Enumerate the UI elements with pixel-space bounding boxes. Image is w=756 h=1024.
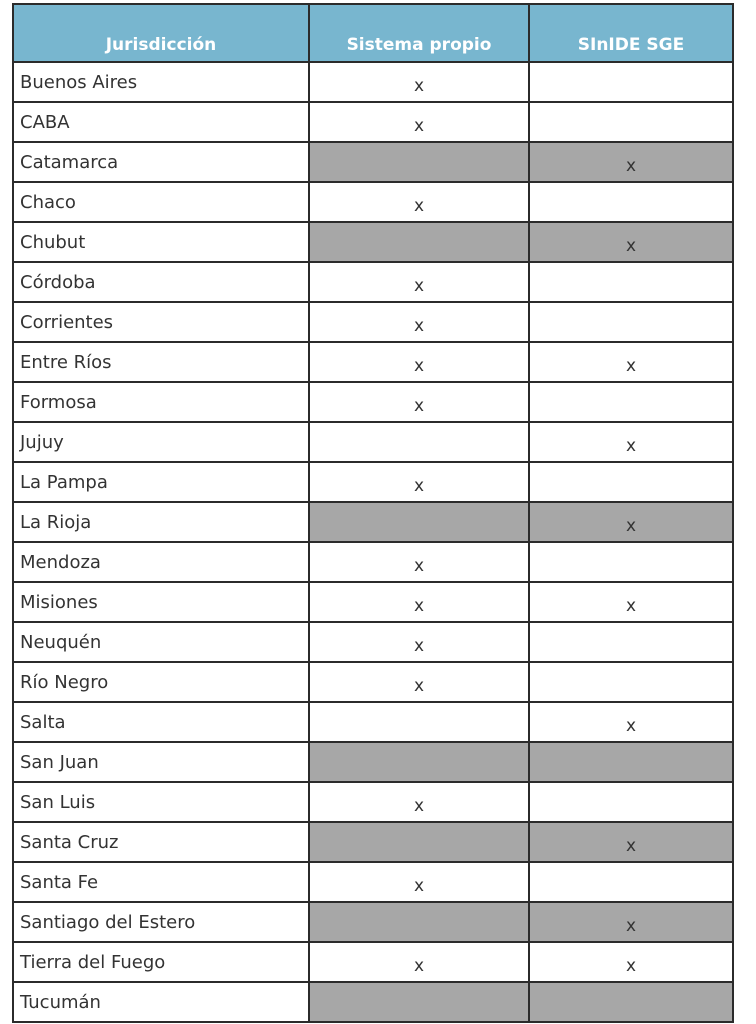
- sinide-sge-cell: x: [529, 222, 733, 262]
- cut-off-footer-text: [12, 1017, 732, 1024]
- jurisdiction-table-container: [12, 3, 732, 1023]
- table-row: [13, 182, 733, 222]
- table-row: [13, 382, 733, 422]
- sistema-propio-cell: x: [309, 462, 529, 502]
- sistema-propio-cell: x: [309, 182, 529, 222]
- sinide-sge-cell: [529, 622, 733, 662]
- sinide-sge-cell: x: [529, 942, 733, 982]
- jurisdiction-name-cell: San Luis: [13, 782, 309, 822]
- sistema-propio-cell: [309, 222, 529, 262]
- jurisdiction-name-cell: CABA: [13, 102, 309, 142]
- jurisdiction-name-cell: Tierra del Fuego: [13, 942, 309, 982]
- sistema-propio-cell: [309, 502, 529, 542]
- jurisdiction-name-cell: Salta: [13, 702, 309, 742]
- sinide-sge-cell: x: [529, 822, 733, 862]
- table-row: [13, 262, 733, 302]
- jurisdiction-name-cell: San Juan: [13, 742, 309, 782]
- sistema-propio-cell: x: [309, 622, 529, 662]
- sinide-sge-cell: [529, 62, 733, 102]
- sistema-propio-cell: [309, 822, 529, 862]
- sistema-propio-cell: x: [309, 782, 529, 822]
- jurisdiction-name-cell: Tucumán: [13, 982, 309, 1022]
- sinide-sge-cell: x: [529, 142, 733, 182]
- sistema-propio-cell: [309, 982, 529, 1022]
- jurisdiction-name-cell: Neuquén: [13, 622, 309, 662]
- sistema-propio-cell: x: [309, 382, 529, 422]
- table-row: [13, 662, 733, 702]
- header-sistema-propio: Sistema propio: [309, 4, 529, 62]
- table-row: [13, 982, 733, 1022]
- table-row: [13, 462, 733, 502]
- table-row: [13, 622, 733, 662]
- jurisdiction-name-cell: Jujuy: [13, 422, 309, 462]
- sinide-sge-cell: [529, 462, 733, 502]
- jurisdiction-name-cell: Mendoza: [13, 542, 309, 582]
- jurisdiction-name-cell: Santiago del Estero: [13, 902, 309, 942]
- table-row: [13, 862, 733, 902]
- table-row: [13, 302, 733, 342]
- header-jurisdiccion: Jurisdicción: [13, 4, 309, 62]
- header-sinide-sge: SInIDE SGE: [529, 4, 733, 62]
- sistema-propio-cell: [309, 142, 529, 182]
- jurisdiction-name-cell: Corrientes: [13, 302, 309, 342]
- table-row: [13, 142, 733, 182]
- sistema-propio-cell: x: [309, 662, 529, 702]
- sinide-sge-cell: x: [529, 582, 733, 622]
- table-body: [13, 62, 733, 1022]
- sistema-propio-cell: [309, 702, 529, 742]
- jurisdiction-name-cell: Formosa: [13, 382, 309, 422]
- jurisdiction-name-cell: Entre Ríos: [13, 342, 309, 382]
- sinide-sge-cell: [529, 102, 733, 142]
- table-row: [13, 942, 733, 982]
- sistema-propio-cell: [309, 742, 529, 782]
- sistema-propio-cell: x: [309, 262, 529, 302]
- sistema-propio-cell: x: [309, 862, 529, 902]
- table-row: [13, 222, 733, 262]
- jurisdiction-name-cell: La Pampa: [13, 462, 309, 502]
- sinide-sge-cell: x: [529, 342, 733, 382]
- sistema-propio-cell: x: [309, 102, 529, 142]
- table-row: [13, 342, 733, 382]
- sinide-sge-cell: x: [529, 422, 733, 462]
- sinide-sge-cell: [529, 662, 733, 702]
- table-row: [13, 742, 733, 782]
- sistema-propio-cell: x: [309, 582, 529, 622]
- jurisdiction-table: [12, 3, 734, 1023]
- sinide-sge-cell: [529, 382, 733, 422]
- table-row: [13, 582, 733, 622]
- sistema-propio-cell: x: [309, 62, 529, 102]
- sistema-propio-cell: [309, 902, 529, 942]
- table-row: [13, 822, 733, 862]
- sistema-propio-cell: [309, 422, 529, 462]
- table-row: [13, 102, 733, 142]
- table-row: [13, 902, 733, 942]
- sinide-sge-cell: x: [529, 702, 733, 742]
- jurisdiction-name-cell: Chaco: [13, 182, 309, 222]
- table-row: [13, 702, 733, 742]
- sinide-sge-cell: [529, 542, 733, 582]
- jurisdiction-name-cell: Chubut: [13, 222, 309, 262]
- jurisdiction-name-cell: Misiones: [13, 582, 309, 622]
- sinide-sge-cell: [529, 182, 733, 222]
- sistema-propio-cell: x: [309, 342, 529, 382]
- table-row: [13, 502, 733, 542]
- sinide-sge-cell: [529, 982, 733, 1022]
- table-row: [13, 422, 733, 462]
- sistema-propio-cell: x: [309, 542, 529, 582]
- sinide-sge-cell: [529, 742, 733, 782]
- jurisdiction-name-cell: La Rioja: [13, 502, 309, 542]
- table-row: [13, 62, 733, 102]
- sinide-sge-cell: [529, 782, 733, 822]
- jurisdiction-name-cell: Córdoba: [13, 262, 309, 302]
- table-row: [13, 782, 733, 822]
- jurisdiction-name-cell: Santa Fe: [13, 862, 309, 902]
- sistema-propio-cell: x: [309, 302, 529, 342]
- jurisdiction-name-cell: Catamarca: [13, 142, 309, 182]
- sistema-propio-cell: x: [309, 942, 529, 982]
- table-header-row: [13, 4, 733, 62]
- jurisdiction-name-cell: Río Negro: [13, 662, 309, 702]
- jurisdiction-name-cell: Buenos Aires: [13, 62, 309, 102]
- sinide-sge-cell: [529, 302, 733, 342]
- sinide-sge-cell: x: [529, 902, 733, 942]
- sinide-sge-cell: x: [529, 502, 733, 542]
- sinide-sge-cell: [529, 862, 733, 902]
- jurisdiction-name-cell: Santa Cruz: [13, 822, 309, 862]
- table-row: [13, 542, 733, 582]
- sinide-sge-cell: [529, 262, 733, 302]
